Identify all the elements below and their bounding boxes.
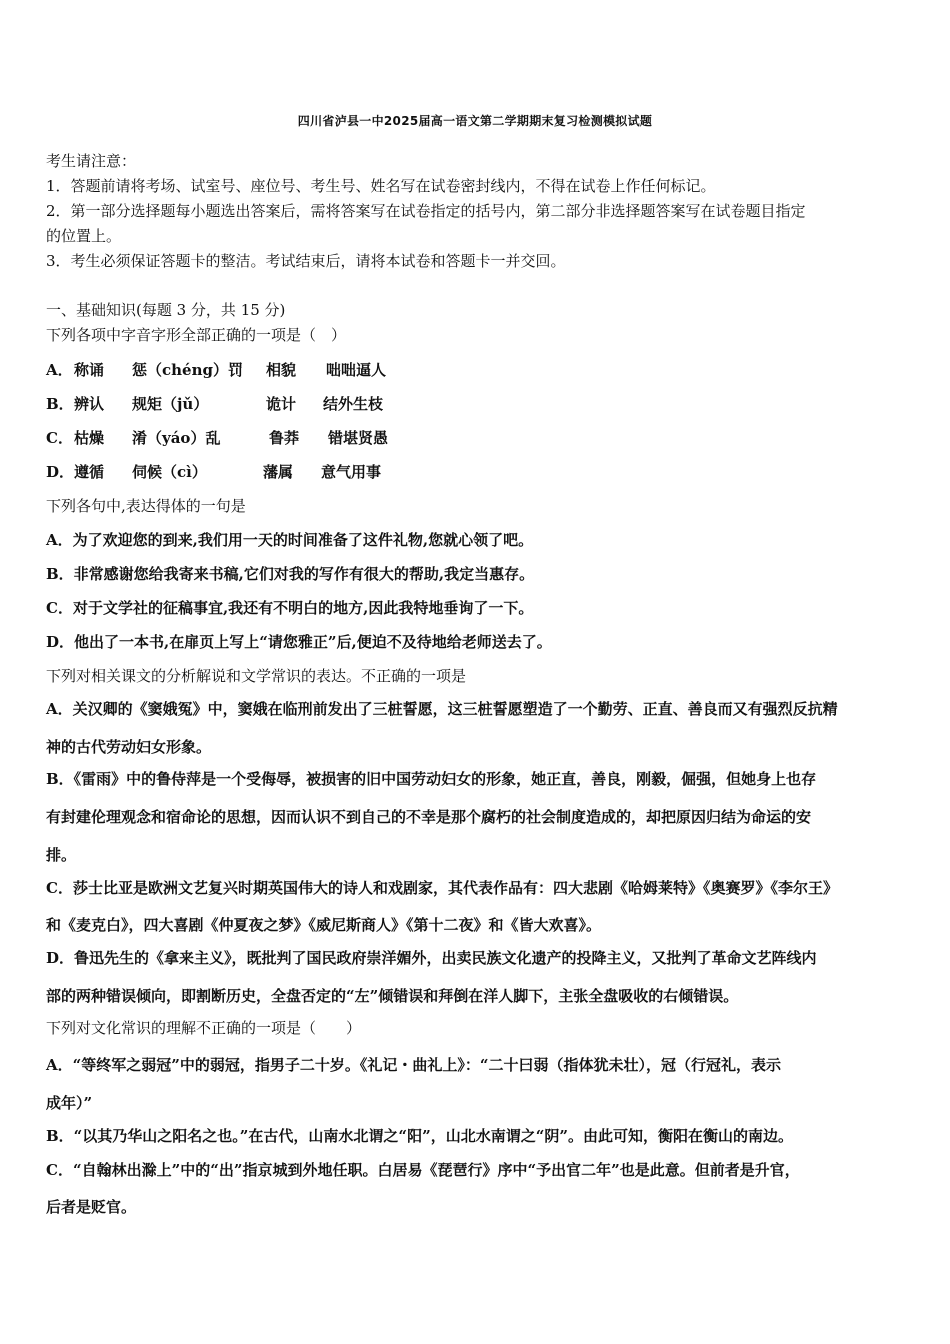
option-line: D．他出了一本书,在扉页上写上“请您雅正”后,便迫不及待地给老师送去了。 bbox=[46, 633, 552, 651]
option-letter: D． bbox=[46, 463, 75, 481]
notice-item: 1．答题前请将考场、试室号、座位号、考生号、姓名写在试卷密封线内，不得在试卷上作任何标记。 bbox=[46, 177, 716, 195]
option-line: B．《雷雨》中的鲁侍萍是一个受侮辱，被损害的旧中国劳动妇女的形象，她正直，善良，刚毅，倔强，但她身上也存 bbox=[46, 770, 817, 788]
option-word: 惩（chéng）罚 bbox=[132, 361, 243, 379]
option-line: 有封建伦理观念和宿命论的思想，因而认识不到自己的不幸是那个腐朽的社会制度造成的，却把原因归结为命运的安 bbox=[46, 808, 812, 826]
question-stem: 下列各句中,表达得体的一句是 bbox=[46, 497, 246, 515]
question-stem: 下列各项中字音字形全部正确的一项是（ ） bbox=[46, 326, 347, 344]
question-stem: 下列对相关课文的分析解说和文学常识的表达。不正确的一项是 bbox=[46, 667, 467, 685]
option-word: 错堪贤愚 bbox=[328, 429, 389, 447]
option-line: C．对于文学社的征稿事宜,我还有不明白的地方,因此我特地垂询了一下。 bbox=[46, 599, 534, 617]
option-row bbox=[46, 428, 388, 448]
option-word: 鲁莽 bbox=[269, 429, 300, 447]
option-letter: C． bbox=[46, 429, 73, 447]
option-word: 意气用事 bbox=[321, 463, 382, 481]
notice-heading: 考生请注意： bbox=[46, 152, 137, 170]
option-line: 后者是贬官。 bbox=[46, 1198, 137, 1216]
section-heading: 一、基础知识(每题 3 分，共 15 分) bbox=[46, 301, 286, 319]
option-line: A．为了欢迎您的到来,我们用一天的时间准备了这件礼物,您就心领了吧。 bbox=[46, 531, 534, 549]
notice-item: 的位置上。 bbox=[46, 227, 122, 245]
option-word: 遵循 bbox=[74, 463, 105, 481]
option-word: 规矩（jǔ） bbox=[132, 395, 209, 413]
option-line: D．鲁迅先生的《拿来主义》，既批判了国民政府崇洋媚外，出卖民族文化遗产的投降主义，又批判了革命文艺阵线内 bbox=[46, 949, 817, 967]
option-word: 相貌 bbox=[266, 361, 297, 379]
option-letter: A． bbox=[46, 361, 73, 379]
question-stem: 下列对文化常识的理解不正确的一项是（ ） bbox=[46, 1019, 362, 1037]
option-line: A．“等终军之弱冠”中的弱冠，指男子二十岁。《礼记・曲礼上》：“二十曰弱（指体犹未壮），冠（行冠礼，表示 bbox=[46, 1056, 782, 1074]
option-letter: B． bbox=[46, 395, 74, 413]
option-row bbox=[46, 360, 386, 380]
option-word: 辨认 bbox=[74, 395, 105, 413]
option-line: 排。 bbox=[46, 846, 77, 864]
option-word: 结外生枝 bbox=[323, 395, 384, 413]
option-word: 称诵 bbox=[74, 361, 105, 379]
option-line: B．非常感谢您给我寄来书稿,它们对我的写作有很大的帮助,我定当惠存。 bbox=[46, 565, 535, 583]
option-line: 和《麦克白》，四大喜剧《仲夏夜之梦》《威尼斯商人》《第十二夜》和《皆大欢喜》。 bbox=[46, 916, 602, 934]
option-line: C．莎士比亚是欧洲文艺复兴时期英国伟大的诗人和戏剧家，其代表作品有：四大悲剧《哈姆莱特》《奥赛罗》《李尔王》 bbox=[46, 879, 838, 897]
option-line: A．关汉卿的《窦娥冤》中，窦娥在临刑前发出了三桩誓愿，这三桩誓愿塑造了一个勤劳、正直、善良而又有强烈反抗精 bbox=[46, 700, 838, 718]
option-word: 枯燥 bbox=[74, 429, 105, 447]
notice-item: 2．第一部分选择题每小题选出答案后，需将答案写在试卷指定的括号内，第二部分非选择题答案写在试卷题目指定 bbox=[46, 202, 806, 220]
option-line: 部的两种错误倾向，即割断历史，全盘否定的“左”倾错误和拜倒在洋人脚下，主张全盘吸收的右倾错误。 bbox=[46, 987, 739, 1005]
option-row bbox=[46, 394, 383, 414]
option-word: 诡计 bbox=[266, 395, 297, 413]
page-title: 四川省泸县一中2025届高一语文第二学期期末复习检测模拟试题 bbox=[297, 114, 653, 128]
option-word: 咄咄逼人 bbox=[326, 361, 387, 379]
option-line: 成年）” bbox=[46, 1094, 93, 1112]
option-word: 藩属 bbox=[263, 463, 294, 481]
option-row bbox=[46, 462, 381, 482]
option-line: B．“以其乃华山之阳名之也。”在古代，山南水北谓之“阳”，山北水南谓之“阴”。由此可知，衡阳在衡山的南边。 bbox=[46, 1127, 793, 1145]
notice-item: 3．考生必须保证答题卡的整洁。考试结束后，请将本试卷和答题卡一并交回。 bbox=[46, 252, 566, 270]
option-word: 伺候（cì） bbox=[132, 463, 207, 481]
option-line: 神的古代劳动妇女形象。 bbox=[46, 738, 212, 756]
option-word: 淆（yáo）乱 bbox=[132, 429, 221, 447]
option-line: C．“自翰林出滁上”中的“出”指京城到外地任职。白居易《琵琶行》序中“予出官二年”也是此意。但前者是升官， bbox=[46, 1161, 800, 1179]
